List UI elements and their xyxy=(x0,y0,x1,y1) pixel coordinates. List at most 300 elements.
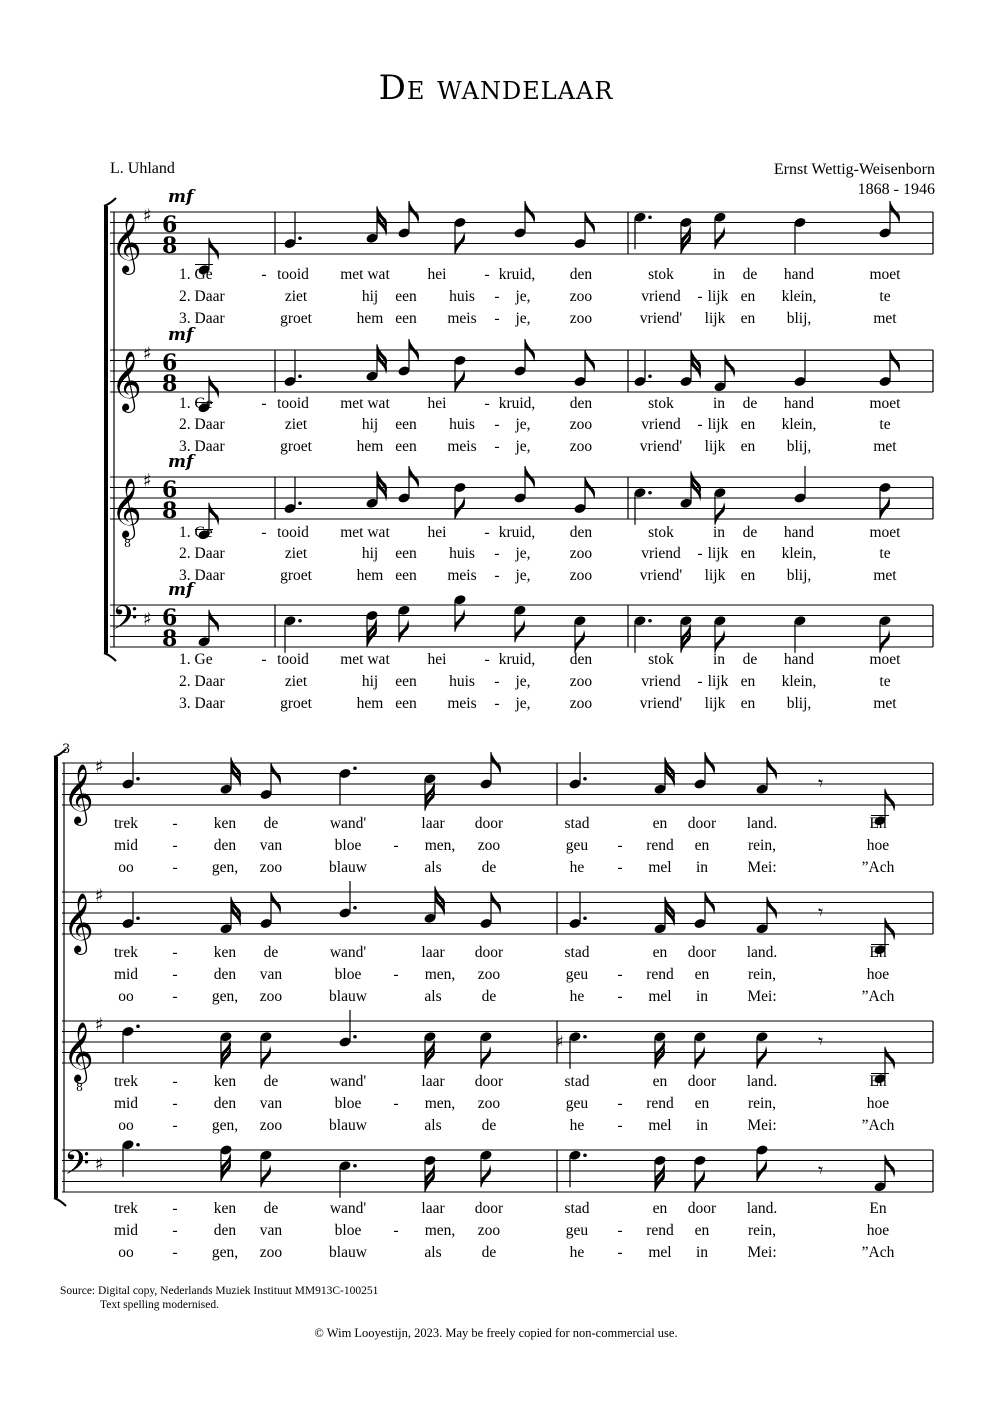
note-flag xyxy=(757,1046,767,1069)
note-flag xyxy=(885,918,895,941)
lyric-syllable: moet xyxy=(869,266,901,283)
lyric-syllable: mel xyxy=(648,1244,672,1261)
lyric-syllable: zoo xyxy=(477,1222,501,1239)
lyric-syllable: in xyxy=(695,1244,709,1261)
lyric-syllable: oo xyxy=(118,859,134,876)
lyric-syllable: land. xyxy=(746,1073,778,1090)
lyric-syllable: Mei: xyxy=(747,859,777,876)
note-flag xyxy=(885,1047,895,1070)
lyric-syllable: - xyxy=(172,1117,178,1134)
lyric-syllable: lijk xyxy=(704,438,726,455)
time-signature-bottom: 8 xyxy=(162,233,178,259)
dynamic-mark: mf xyxy=(168,452,194,472)
lyric-syllable: - xyxy=(617,1222,623,1239)
lyric-syllable: moet xyxy=(869,395,901,412)
tenor-octave-mark: 8 xyxy=(76,1081,83,1094)
lyric-syllable: - xyxy=(261,524,267,541)
lyric-syllable: rein, xyxy=(748,837,776,854)
lyric-syllable: land. xyxy=(746,944,778,961)
lyric-syllable: de xyxy=(481,859,497,876)
lyric-syllable: door xyxy=(474,1073,504,1090)
lyric-syllable: de xyxy=(742,395,758,412)
lyric-syllable: stok xyxy=(648,524,674,541)
lyric-syllable: den xyxy=(569,651,593,668)
lyric-syllable: - xyxy=(393,1222,399,1239)
lyric-syllable: - xyxy=(494,416,500,433)
lyric-syllable: En xyxy=(869,1200,887,1217)
lyric-syllable: bloe xyxy=(334,1095,362,1112)
lyric-syllable: een xyxy=(395,416,417,433)
lyric-syllable: En xyxy=(869,815,887,832)
lyric-syllable: - xyxy=(172,1073,178,1090)
lyric-syllable: mid xyxy=(113,966,139,983)
eighth-rest-icon: 𝄾 xyxy=(818,900,824,924)
lyric-syllable: je, xyxy=(515,695,531,712)
lyric-syllable: - xyxy=(261,266,267,283)
augmentation-dot xyxy=(648,491,652,495)
lyric-syllable: zoo xyxy=(477,1095,501,1112)
augmentation-dot xyxy=(353,906,357,910)
lyric-syllable: - xyxy=(172,966,178,983)
augmentation-dot xyxy=(298,501,302,505)
eighth-rest-icon: 𝄾 xyxy=(818,771,824,795)
augmentation-dot xyxy=(136,1143,140,1147)
note-flag xyxy=(715,502,725,525)
lyric-syllable: geu xyxy=(565,837,589,854)
lyric-syllable: stok xyxy=(648,651,674,668)
lyric-syllable: en xyxy=(740,695,756,712)
lyric-syllable: gen, xyxy=(211,1244,239,1261)
lyric-syllable: huis xyxy=(449,416,475,433)
lyric-syllable: hem xyxy=(356,438,384,455)
lyric-syllable: oo xyxy=(118,1117,134,1134)
lyric-syllable: laar xyxy=(421,1073,445,1090)
bass-clef-icon: 𝄢 xyxy=(64,1144,90,1191)
lyric-syllable: hoe xyxy=(866,966,890,983)
lyric-syllable: den xyxy=(213,1095,237,1112)
lyric-syllable: stad xyxy=(564,1200,590,1217)
lyric-syllable: je, xyxy=(515,438,531,455)
lyric-syllable: hei xyxy=(427,524,447,541)
lyric-syllable: wand' xyxy=(329,815,367,832)
lyric-syllable: in xyxy=(712,395,726,412)
lyric-syllable: de xyxy=(742,651,758,668)
lyric-syllable: kruid, xyxy=(498,524,536,541)
lyric-syllable: tooid xyxy=(277,266,309,283)
lyric-syllable: klein, xyxy=(781,673,817,690)
lyric-syllable: zoo xyxy=(569,545,593,562)
lyric-syllable: bloe xyxy=(334,1222,362,1239)
lyric-syllable: Mei: xyxy=(747,988,777,1005)
note-flag xyxy=(767,897,777,920)
lyric-syllable: de xyxy=(742,524,758,541)
lyric-syllable: rend xyxy=(646,1222,674,1239)
note-flag xyxy=(481,1046,491,1069)
augmentation-dot xyxy=(298,619,302,623)
lyric-syllable: ”Ach xyxy=(861,1117,895,1134)
lyric-syllable: - xyxy=(494,438,500,455)
tenor-octave-mark: 8 xyxy=(124,537,131,550)
lyric-syllable: - xyxy=(172,815,178,832)
lyric-syllable: lijk xyxy=(707,416,729,433)
lyric-syllable: zoo xyxy=(477,966,501,983)
lyric-syllable: - xyxy=(172,837,178,854)
note-flag xyxy=(715,226,725,249)
lyric-syllable: mel xyxy=(648,859,672,876)
lyric-syllable: bloe xyxy=(334,837,362,854)
lyric-syllable: - xyxy=(494,567,500,584)
lyric-syllable: ”Ach xyxy=(861,1244,895,1261)
spelling-note: Text spelling modernised. xyxy=(100,1299,219,1311)
source-note xyxy=(60,1284,378,1312)
lyric-syllable: ken xyxy=(213,815,237,832)
lyric-syllable: de xyxy=(263,1073,279,1090)
key-sharp-icon: ♯ xyxy=(143,470,152,492)
lyric-syllable: je, xyxy=(515,310,531,327)
lyric-syllable: lijk xyxy=(704,567,726,584)
lyric-syllable: - xyxy=(697,673,703,690)
lyric-syllable: 3. Daar xyxy=(179,567,225,584)
poet-credit: L. Uhland xyxy=(110,160,175,177)
lyric-syllable: trek xyxy=(113,815,139,832)
lyric-syllable: trek xyxy=(113,1073,139,1090)
lyric-syllable: groet xyxy=(280,438,312,455)
lyric-syllable: als xyxy=(424,1244,442,1261)
lyric-syllable: gen, xyxy=(211,859,239,876)
augmentation-dot xyxy=(298,374,302,378)
lyric-syllable: in xyxy=(695,859,709,876)
lyric-syllable: - xyxy=(494,310,500,327)
treble-clef-icon: 𝄞 xyxy=(63,764,94,824)
lyric-syllable: zoo xyxy=(569,567,593,584)
lyric-syllable: rend xyxy=(646,966,674,983)
lyric-syllable: hem xyxy=(356,310,384,327)
eighth-rest-icon: 𝄾 xyxy=(818,1029,824,1053)
dynamic-mark: mf xyxy=(168,325,194,345)
lyric-syllable: - xyxy=(617,1244,623,1261)
lyric-syllable: hij xyxy=(361,288,379,305)
lyric-syllable: met xyxy=(873,438,897,455)
augmentation-dot xyxy=(648,619,652,623)
lyric-syllable: zoo xyxy=(569,416,593,433)
lyric-syllable: als xyxy=(424,988,442,1005)
lyric-syllable: 2. Daar xyxy=(179,545,225,562)
lyric-syllable: den xyxy=(569,524,593,541)
lyric-syllable: vriend xyxy=(641,673,681,690)
treble-clef-icon: 𝄞 xyxy=(111,213,142,273)
lyric-syllable: - xyxy=(697,545,703,562)
lyric-syllable: je, xyxy=(515,567,531,584)
lyric-syllable: de xyxy=(742,266,758,283)
lyric-syllable: klein, xyxy=(781,545,817,562)
lyric-syllable: kruid, xyxy=(498,651,536,668)
lyric-syllable: door xyxy=(474,815,504,832)
lyric-syllable: een xyxy=(395,438,417,455)
lyric-syllable: bloe xyxy=(334,966,362,983)
lyric-syllable: - xyxy=(172,988,178,1005)
lyric-syllable: 3. Daar xyxy=(179,438,225,455)
lyric-syllable: - xyxy=(617,1095,623,1112)
treble-clef-icon: 𝄞 xyxy=(63,1022,94,1082)
lyric-syllable: zoo xyxy=(259,859,283,876)
lyric-syllable: met xyxy=(873,567,897,584)
treble-clef-icon: 𝄞 xyxy=(63,893,94,953)
page-title: De wandelaar xyxy=(378,68,614,108)
lyric-syllable: lijk xyxy=(704,310,726,327)
lyric-syllable: - xyxy=(494,695,500,712)
lyric-syllable: - xyxy=(697,416,703,433)
key-sharp-icon: ♯ xyxy=(95,885,104,907)
note-flag xyxy=(455,609,465,632)
lyric-syllable: zoo xyxy=(259,1244,283,1261)
lyric-syllable: - xyxy=(172,1095,178,1112)
lyric-syllable: vriend' xyxy=(639,438,683,455)
lyric-syllable: ziet xyxy=(284,288,308,305)
lyric-syllable: een xyxy=(395,545,417,562)
key-sharp-icon: ♯ xyxy=(95,1153,104,1175)
lyric-syllable: ziet xyxy=(284,416,308,433)
lyric-syllable: men, xyxy=(424,837,456,854)
lyric-syllable: rein, xyxy=(748,1222,776,1239)
lyric-syllable: meis xyxy=(447,695,477,712)
lyric-syllable: en xyxy=(740,567,756,584)
lyric-syllable: en xyxy=(740,673,756,690)
lyric-syllable: gen, xyxy=(211,988,239,1005)
lyric-syllable: een xyxy=(395,695,417,712)
lyric-syllable: ”Ach xyxy=(861,988,895,1005)
lyric-syllable: hij xyxy=(361,673,379,690)
lyric-syllable: huis xyxy=(449,545,475,562)
lyric-syllable: laar xyxy=(421,815,445,832)
lyric-syllable: stad xyxy=(564,944,590,961)
lyric-syllable: zoo xyxy=(569,310,593,327)
lyric-syllable: zoo xyxy=(259,988,283,1005)
lyric-syllable: meis xyxy=(447,310,477,327)
lyric-syllable: ken xyxy=(213,1073,237,1090)
lyric-syllable: he xyxy=(569,1244,585,1261)
lyric-syllable: groet xyxy=(280,310,312,327)
lyric-syllable: - xyxy=(617,988,623,1005)
lyric-syllable: hand xyxy=(783,395,815,412)
lyric-syllable: stad xyxy=(564,1073,590,1090)
lyric-syllable: huis xyxy=(449,288,475,305)
lyric-syllable: land. xyxy=(746,1200,778,1217)
note-flag xyxy=(261,1046,271,1069)
note-flag xyxy=(209,610,219,633)
system-bracket-hook xyxy=(104,198,116,206)
time-signature-bottom: 8 xyxy=(162,626,178,652)
lyric-syllable: blauw xyxy=(329,859,367,876)
lyric-syllable: - xyxy=(617,859,623,876)
lyric-syllable: he xyxy=(569,859,585,876)
lyric-syllable: 2. Daar xyxy=(179,416,225,433)
lyric-syllable: - xyxy=(261,395,267,412)
lyric-syllable: laar xyxy=(421,944,445,961)
lyric-syllable: door xyxy=(687,944,717,961)
lyric-syllable: vriend xyxy=(641,416,681,433)
lyric-syllable: den xyxy=(569,395,593,412)
lyric-syllable: de xyxy=(263,1200,279,1217)
lyric-syllable: vriend xyxy=(641,545,681,562)
lyric-syllable: 1. Ge xyxy=(179,651,213,668)
lyric-syllable: klein, xyxy=(781,288,817,305)
lyric-syllable: hei xyxy=(427,266,447,283)
lyric-syllable: land. xyxy=(746,815,778,832)
augmentation-dot xyxy=(136,916,140,920)
lyric-syllable: een xyxy=(395,288,417,305)
lyric-syllable: met xyxy=(873,695,897,712)
augmentation-dot xyxy=(648,374,652,378)
lyric-syllable: geu xyxy=(565,1095,589,1112)
lyric-syllable: - xyxy=(617,966,623,983)
lyric-syllable: de xyxy=(481,1117,497,1134)
augmentation-dot xyxy=(136,777,140,781)
note-flag xyxy=(481,1164,491,1187)
note-flag xyxy=(575,630,585,653)
lyric-syllable: rein, xyxy=(748,966,776,983)
lyric-syllable: ”Ach xyxy=(861,859,895,876)
lyric-syllable: vriend xyxy=(641,288,681,305)
lyric-syllable: met wat xyxy=(340,651,390,668)
note-flag xyxy=(399,619,409,642)
lyric-syllable: oo xyxy=(118,1244,134,1261)
eighth-rest-icon: 𝄾 xyxy=(818,1158,824,1182)
lyric-syllable: met wat xyxy=(340,524,390,541)
lyric-syllable: trek xyxy=(113,1200,139,1217)
lyric-syllable: laar xyxy=(421,1200,445,1217)
lyric-syllable: 1. Ge xyxy=(179,266,213,283)
bass-clef-icon: 𝄢 xyxy=(112,599,138,646)
lyric-syllable: 2. Daar xyxy=(179,288,225,305)
time-signature-top: 6 xyxy=(162,350,178,376)
lyric-syllable: geu xyxy=(565,966,589,983)
lyric-syllable: 3. Daar xyxy=(179,695,225,712)
lyric-syllable: moet xyxy=(869,651,901,668)
accidental-sharp-icon: ♯ xyxy=(556,1032,564,1051)
lyric-syllable: stok xyxy=(648,266,674,283)
lyric-syllable: en xyxy=(740,310,756,327)
lyric-syllable: tooid xyxy=(277,524,309,541)
lyric-syllable: ziet xyxy=(284,545,308,562)
system-bracket-hook xyxy=(104,653,116,661)
lyric-syllable: mel xyxy=(648,988,672,1005)
lyric-syllable: hei xyxy=(427,651,447,668)
note-flag xyxy=(209,503,219,526)
lyric-syllable: he xyxy=(569,988,585,1005)
lyric-syllable: met wat xyxy=(340,266,390,283)
lyric-syllable: lijk xyxy=(707,288,729,305)
measure-number: 3 xyxy=(62,742,71,757)
lyric-syllable: hij xyxy=(361,416,379,433)
lyric-syllable: en xyxy=(652,1200,668,1217)
lyric-syllable: als xyxy=(424,859,442,876)
lyric-syllable: geu xyxy=(565,1222,589,1239)
time-signature-bottom: 8 xyxy=(162,371,178,397)
lyric-syllable: meis xyxy=(447,567,477,584)
lyric-syllable: - xyxy=(494,673,500,690)
lyric-syllable: - xyxy=(172,859,178,876)
note-flag xyxy=(767,757,777,780)
lyric-syllable: groet xyxy=(280,695,312,712)
augmentation-dot xyxy=(583,1153,587,1157)
lyric-syllable: vriend' xyxy=(639,310,683,327)
lyric-syllable: - xyxy=(484,651,490,668)
lyric-syllable: een xyxy=(395,310,417,327)
lyric-syllable: gen, xyxy=(211,1117,239,1134)
treble-clef-icon: 𝄞 xyxy=(111,351,142,411)
lyric-syllable: door xyxy=(474,1200,504,1217)
key-sharp-icon: ♯ xyxy=(143,608,152,630)
lyric-syllable: ken xyxy=(213,1200,237,1217)
lyric-syllable: hem xyxy=(356,695,384,712)
lyric-syllable: je, xyxy=(515,545,531,562)
lyric-syllable: hoe xyxy=(866,837,890,854)
augmentation-dot xyxy=(353,1035,357,1039)
lyric-syllable: met wat xyxy=(340,395,390,412)
composer-name: Ernst Wettig-Weisenborn xyxy=(773,161,935,178)
lyric-syllable: de xyxy=(481,1244,497,1261)
lyric-syllable: mid xyxy=(113,1095,139,1112)
dynamic-mark: mf xyxy=(168,580,194,600)
lyric-syllable: vriend' xyxy=(639,695,683,712)
lyric-syllable: - xyxy=(393,837,399,854)
lyric-syllable: moet xyxy=(869,524,901,541)
lyric-syllable: te xyxy=(879,545,891,562)
lyric-syllable: rend xyxy=(646,837,674,854)
lyric-syllable: door xyxy=(687,1200,717,1217)
lyric-syllable: En xyxy=(869,944,887,961)
lyric-syllable: den xyxy=(213,966,237,983)
dynamic-mark: mf xyxy=(168,187,194,207)
key-sharp-icon: ♯ xyxy=(143,205,152,227)
lyric-syllable: - xyxy=(617,837,623,854)
lyric-syllable: de xyxy=(263,815,279,832)
composer-dates: 1868 - 1946 xyxy=(857,181,935,198)
lyric-syllable: in xyxy=(712,266,726,283)
augmentation-dot xyxy=(648,215,652,219)
lyric-syllable: tooid xyxy=(277,651,309,668)
system-bracket xyxy=(54,757,58,1198)
lyric-syllable: hand xyxy=(783,266,815,283)
lyric-syllable: stok xyxy=(648,395,674,412)
lyric-syllable: - xyxy=(494,545,500,562)
lyric-syllable: in xyxy=(695,1117,709,1134)
augmentation-dot xyxy=(583,777,587,781)
lyric-syllable: en xyxy=(652,815,668,832)
lyric-syllable: en xyxy=(694,1095,710,1112)
lyric-syllable: een xyxy=(395,673,417,690)
lyric-syllable: mel xyxy=(648,1117,672,1134)
lyric-syllable: - xyxy=(484,266,490,283)
lyric-syllable: lijk xyxy=(704,695,726,712)
lyric-syllable: de xyxy=(481,988,497,1005)
lyric-syllable: en xyxy=(694,1222,710,1239)
lyric-syllable: hoe xyxy=(866,1222,890,1239)
lyric-syllable: mid xyxy=(113,837,139,854)
lyric-syllable: en xyxy=(740,288,756,305)
lyric-syllable: - xyxy=(393,966,399,983)
lyric-syllable: oo xyxy=(118,988,134,1005)
lyric-syllable: en xyxy=(694,837,710,854)
time-signature-top: 6 xyxy=(162,212,178,238)
lyric-syllable: en xyxy=(740,438,756,455)
note-flag xyxy=(695,1046,705,1069)
lyric-syllable: te xyxy=(879,416,891,433)
treble-clef-icon: 𝄞 xyxy=(111,478,142,538)
lyric-syllable: vriend' xyxy=(639,567,683,584)
augmentation-dot xyxy=(353,766,357,770)
lyric-syllable: - xyxy=(172,1244,178,1261)
